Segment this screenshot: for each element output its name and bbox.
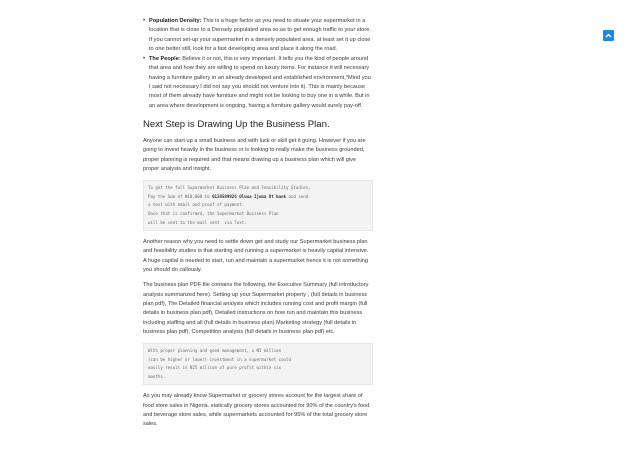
paragraph: Another reason why you need to settle down get and study our Supermarket business plan and feasibility studies is that starting and running a supermarket is heavily capital intensive. A huge capital is needed to start, run and maintain a supermarket hence it is not something you should do callously. [143,239,369,274]
code-line: (can be higher or lower) investment in a supermarket could [148,356,291,362]
scroll-to-top-button[interactable] [603,30,614,41]
code-line: Once that is confirmed, the Supermarket Business Plan [148,210,279,216]
list-item-text: Believe it or not, this is very important. It tells you the kind of people around that area and how they are willing to spend on luxury items. For instance it will necessary having a furniture gallery in an already developed and established environment,*Mind you I said not necessary I did not say you should not venture into it). This is mainly because most of them already have furniture and might not be looking to buy one in a while. But in an area where development is ongoing, having a furniture gallery would surely pay-off. [149,56,371,109]
list-item-text: This is a huge factor as you need to situate your supermarket in a location that is close to a Densely populated area so as to get enough traffic to your store. If you cannot set-up your supermarket in a densely populated area, at least set it up close to one better still, look for a fast developing area and place it along the road. [149,18,371,52]
list-item [143,55,373,111]
paragraph: Anyone can start up a small business and with luck or skill get it going. However if you are going to invest heavily in the business or is looking to really make the business grounded, proper planning is required and that means drawing up a business plan which will give proper analysis and insight. [143,137,366,172]
paragraph: The business plan PDF file contains the following, the Executive Summary (full introductory analysis summarized here). Setting up your Supermarket property , (full details in business plan pdf), The Detailed financial analysis which includes running cost and profit margin (full details in business plan pdf), Detailed instructions on how run and maintain this business including staffing and all (full details in business plan) Marketing strategy (full details in business plan pdf), Competition analysis (full details in business plan pdf) etc. [143,282,369,335]
section-heading: Next Step is Drawing Up the Business Plan. [143,118,330,130]
account-details: 0138589926 Oluwa Ijoma Ot bank [212,193,287,199]
profit-info-box [143,343,373,385]
code-text: Pay the Sum of N10,000 to [148,193,213,199]
list-item [143,17,373,54]
code-line: With proper planning and good management, a N5 million [148,348,282,354]
code-line: will be sent to the mail sent via Text. [148,219,247,225]
paragraph: As you may already know Supermarket or grocery stores account for the largest share of food store sales in Nigeria. statically grocery stores accounted for 90% of the country's food and beverage store sales, while supermarkets accounted for 95% of the total grocery store sales. [143,393,370,428]
payment-info-box [143,180,373,231]
bullet-icon: • [143,56,146,63]
chevron-up-icon [605,33,612,38]
article-content [143,17,373,436]
list-item-label: The People: [149,56,181,63]
code-line: To get the full Supermarket Business Plan and Feasibility Studies, [148,185,311,191]
code-line [148,193,368,202]
code-text: and send [286,193,309,199]
code-line: months. [148,373,166,379]
code-line: easily result in N25 million of pure profit within six [148,365,282,371]
code-line: a text with email and proof of payment. [148,202,245,208]
factor-list [143,17,373,111]
bullet-icon: • [143,18,146,24]
list-item-label: Population Density: [149,18,202,24]
